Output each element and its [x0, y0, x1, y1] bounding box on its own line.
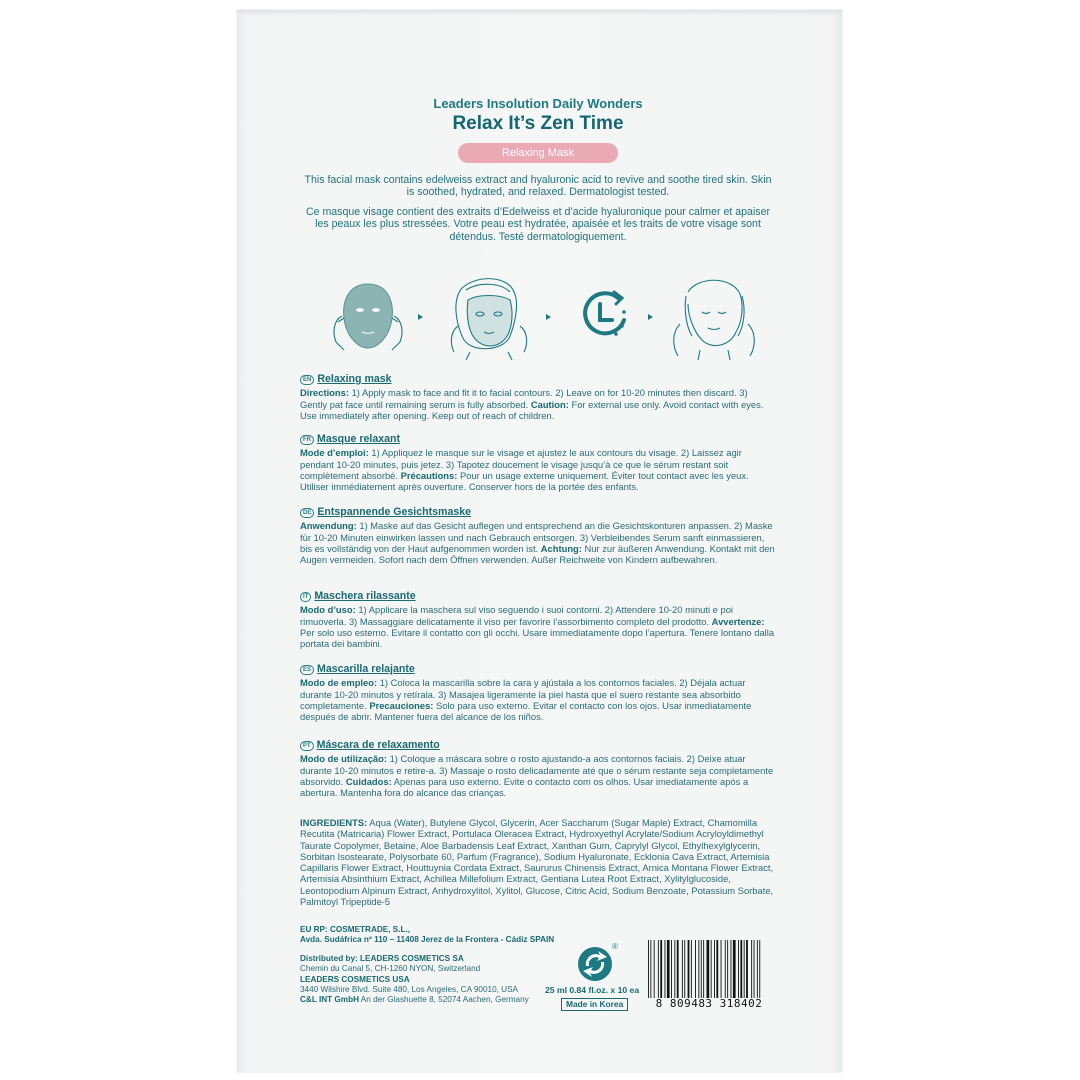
ingredients-list [300, 817, 776, 907]
usage-steps-illustration [300, 270, 776, 360]
section-title: Máscara de relaxamento [316, 739, 440, 751]
recycle-icon [574, 940, 620, 986]
made-in-label: Made in Korea [561, 998, 628, 1011]
eu-address: Avda. Sudáfrica nº 110 – 11408 Jerez de la Frontera - Cádiz SPAIN [300, 935, 555, 945]
product-type-pill: Relaxing Mask [458, 143, 618, 163]
cl-name: C&L INT GmbH [300, 995, 359, 1005]
language-badge: ES [300, 665, 314, 675]
language-badge: PT [300, 741, 314, 751]
language-badge: FR [300, 435, 314, 445]
caution-text: Per solo uso esterno. Evitare il contatto con gli occhi. Usare immediatamente dopo l’apertura. Tenere lontano dalla portata dei bambini. [300, 626, 775, 650]
language-badge: EN [300, 375, 314, 385]
barcode-number: 8 809483 318402 [655, 997, 763, 1010]
brand-line: Leaders Insolution Daily Wonders [433, 96, 643, 111]
caution-label: Cuidados: [345, 775, 392, 787]
directions-text: 1) Maske auf das Gesicht auflegen und entsprechend an die Gesichtskonturen anpassen. 2) Maske für 10-20 Minuten einwirken lassen und nach Gebrauch entsorgen. 3) Verbleibendes Serum sanft einmassieren, bis es vollständig von der Haut aufgenommen worden ist. [300, 520, 773, 554]
caution-label: Caution: [530, 398, 569, 410]
directions-text: 1) Appliquez le masque sur le visage et ajustez le aux contours du visage. 2) Laissez agir pendant 10-20 minutes, puis jetez. 3) Tapotez doucement le visage jusqu’à ce que le sérum restant soit complètement absorbé. [300, 447, 742, 481]
ingredients-text: Aqua (Water), Butylene Glycol, Glycerin, Acer Saccharum (Sugar Maple) Extract, Chamomilla Recutita (Matricaria) Flower Extract, Portulaca Oleracea Extract, Hydroxyethyl Acrylate/Sodium Acryloyldimethyl Taurate Copolymer, Betaine, Aloe Barbadensis Leaf Extract, Xanthan Gum, Caprylyl Glycol, Ethylhexylglycerin, Sorbitan Isostearate, Polysorbate 60, Parfum (Fragrance), Sodium Hyaluronate, Ecklonia Cava Extract, Artemisia Capillaris Flower Extract, Houttuynia Cordata Extract, Saururus Chinensis Extract, Arnica Montana Flower Extract, Artemisia Absinthium Extract, Achillea Millefolium Extract, Gentiana Lutea Root Extract, Xylitylglucoside, Leontopodium Alpinum Extract, Anhydroxylitol, Xylitol, Glucose, Citric Acid, Sodium Benzoate, Potassium Sorbate, Palmitoyl Tripeptide-5 [300, 817, 774, 908]
language-badge: IT [300, 592, 311, 602]
section-title: Mascarilla relajante [317, 663, 415, 675]
section-en [300, 374, 776, 421]
directions-text: 1) Coloca la mascarilla sobre la cara y ajústala a los contornos faciales. 2) Déjala actuar durante 10-20 minutos y retírala. 3) Masajea ligeramente la piel hasta que el suero restante sea absorbido completamente. [300, 677, 746, 711]
cl-address: An der Glashuette 8, 52074 Aachen, Germany [358, 995, 529, 1005]
arrow-right-icon [546, 314, 551, 320]
directions-text: 1) Applicare la maschera sul viso seguendo i suoi contorni. 2) Attendere 10-20 minuti e poi rimuoverla. 3) Massaggiare delicatamente il viso per favorire l’assorbimento completo del prodotto. [300, 604, 734, 627]
caution-label: Achtung: [540, 542, 582, 554]
section-title: Masque relaxant [317, 433, 401, 445]
section-title: Relaxing mask [317, 373, 392, 385]
section-fr [300, 434, 776, 492]
language-badge: DE [300, 508, 314, 518]
usa-address: 3440 Wilshire Blvd. Suite 480, Los Angeles, CA 90010, USA [300, 985, 519, 995]
section-de [300, 507, 776, 565]
timer-icon [585, 292, 626, 336]
eu-rp: EU RP: COSMETRADE, S.L., [300, 925, 411, 934]
intro-english: This facial mask contains edelweiss extract and hyaluronic acid to revive and soothe tired skin. Skin is soothed, hydrated, and relaxed. Dermatologist tested. [304, 174, 772, 199]
barcode-icon [646, 940, 772, 998]
section-title: Maschera rilassante [314, 590, 416, 602]
caution-text: Pour un usage externe uniquement. Éviter tout contact avec les yeux. Utiliser immédiatement après ouverture. Conserver hors de la portée des enfants. [300, 469, 749, 493]
section-it [300, 591, 776, 649]
section-es [300, 664, 776, 722]
face-mask-on-icon [451, 279, 526, 360]
caution-text: Apenas para uso externo. Evite o contacto com os olhos. Usar imediatamente após a abertura. Mantenha fora do alcance das crianças. [300, 775, 749, 799]
volume-label: 25 ml 0.84 fl.oz. x 10 ea [545, 985, 640, 995]
usa-distributor: LEADERS COSMETICS USA [300, 974, 410, 984]
relaxed-face-icon [674, 280, 755, 360]
directions-label: Modo de empleo: [300, 677, 378, 689]
directions-label: Modo d’uso: [300, 604, 356, 616]
arrow-right-icon [418, 314, 423, 320]
face-mask-apply-icon [334, 284, 402, 350]
directions-label: Directions: [300, 387, 349, 399]
footer-address-block [300, 925, 554, 1006]
caution-label: Precauciones: [369, 699, 434, 711]
directions-text: 1) Coloque a máscara sobre o rosto ajustando-a aos contornos faciais. 2) Deixe atuar durante 10-20 minutos e retire-a. 3) Massaje o rosto delicadamente até que o sérum restante seja completamente absorvido. [300, 753, 774, 787]
distributor: Distributed by: LEADERS COSMETICS SA [300, 953, 464, 963]
caution-label: Précautions: [400, 469, 458, 481]
directions-label: Anwendung: [300, 520, 357, 532]
product-title: Relax It’s Zen Time [452, 113, 624, 134]
caution-text: Solo para uso externo. Evitar el contacto con los ojos. Usar inmediatamente después de abrir. Mantener fuera del alcance de los niños. [300, 699, 752, 723]
registered-mark: ® [612, 942, 618, 951]
arrow-right-icon [648, 314, 653, 320]
caution-text: For external use only. Avoid contact with eyes. Use immediately after opening. Keep out of reach of children. [300, 398, 764, 421]
directions-label: Mode d’emploi: [300, 447, 369, 459]
directions-text: 1) Apply mask to face and fit it to facial contours. 2) Leave on for 10-20 minutes then discard. 3) Gently pat face until remaining serum is fully absorbed. [300, 387, 748, 410]
ingredients-label: INGREDIENTS: [300, 817, 368, 828]
distributor-address: Chemin du Canal 5, CH-1260 NYON, Switzerland [300, 964, 481, 974]
caution-label: Avvertenze: [711, 615, 765, 627]
section-pt [300, 740, 776, 798]
section-title: Entspannende Gesichtsmaske [317, 506, 472, 518]
directions-label: Modo de utilização: [300, 753, 387, 765]
caution-text: Nur zur äußeren Anwendung. Kontakt mit den Augen vermeiden. Sofort nach dem Öffnen verwenden. Außer Reichweite von Kindern aufbewahren. [300, 542, 775, 566]
intro-french: Ce masque visage contient des extraits d’Edelweiss et d’acide hyaluronique pour calmer et apaiser les peaux les plus stressées. Votre peau est hydratée, apaisée et les traits de votre visage sont détendus. Testé dermatologiquement. [305, 206, 771, 243]
